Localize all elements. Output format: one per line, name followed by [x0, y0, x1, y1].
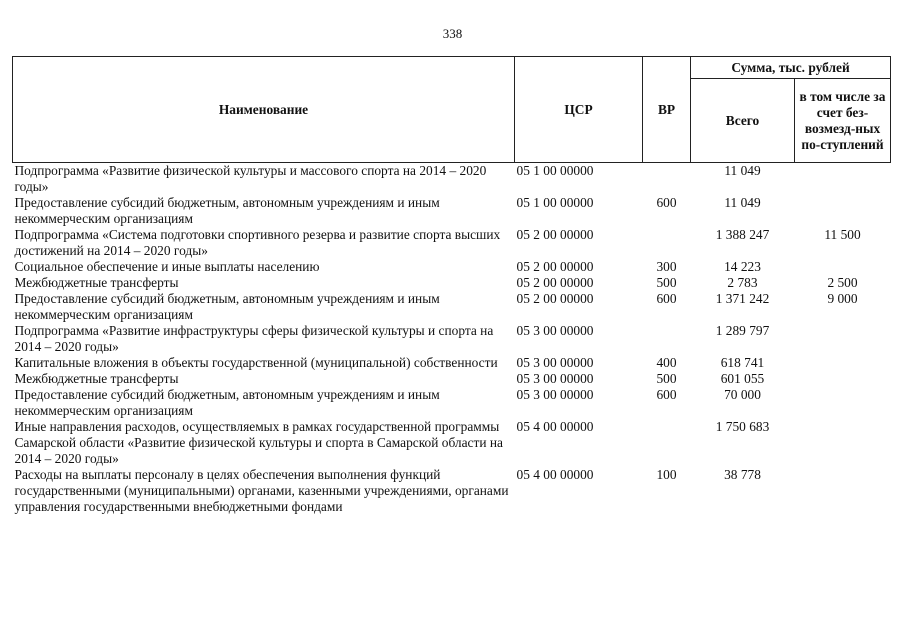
row-vr: 500 [656, 371, 677, 386]
row-total: 601 055 [720, 371, 765, 386]
row-vr [643, 323, 691, 355]
budget-table [12, 56, 891, 515]
header-free-receipts: в том числе за счет без-возмезд-ных по-ступлений [795, 79, 891, 163]
header-name: Наименование [13, 57, 515, 163]
row-total: 1 289 797 [715, 323, 770, 338]
row-free [795, 387, 891, 419]
row-total: 618 741 [720, 355, 765, 370]
row-name: Предоставление субсидий бюджетным, автономным учреждениям и иным некоммерческим организациям [14, 195, 440, 226]
row-vr: 400 [656, 355, 677, 370]
header-csr: ЦСР [515, 57, 643, 163]
row-csr: 05 2 00 00000 [516, 227, 594, 242]
row-total: 14 223 [724, 259, 761, 274]
row-csr: 05 4 00 00000 [516, 467, 594, 482]
row-csr: 05 3 00 00000 [516, 387, 594, 402]
row-total: 11 049 [724, 195, 761, 210]
row-name: Предоставление субсидий бюджетным, автономным учреждениям и иным некоммерческим организациям [14, 291, 440, 322]
table-row [13, 323, 891, 355]
row-free [795, 419, 891, 467]
row-free [795, 371, 891, 387]
table-row [13, 387, 891, 419]
table-row [13, 163, 891, 196]
row-total: 1 750 683 [715, 419, 770, 434]
row-vr: 100 [656, 467, 677, 482]
row-csr: 05 1 00 00000 [516, 163, 594, 178]
row-free [795, 467, 891, 515]
table-row [13, 419, 891, 467]
header-vr: ВР [643, 57, 691, 163]
row-vr: 500 [656, 275, 677, 290]
header-total: Всего [691, 79, 795, 163]
row-total: 11 049 [724, 163, 761, 178]
row-csr: 05 3 00 00000 [516, 323, 594, 338]
header-sum-group: Сумма, тыс. рублей [691, 57, 891, 79]
table-row [13, 291, 891, 323]
table-row [13, 371, 891, 387]
row-vr: 300 [656, 259, 677, 274]
row-free: 9 000 [827, 291, 858, 306]
row-vr: 600 [656, 387, 677, 402]
row-csr: 05 3 00 00000 [516, 355, 594, 370]
table-row [13, 355, 891, 371]
row-free [795, 355, 891, 371]
table-row [13, 195, 891, 227]
table-row [13, 275, 891, 291]
table-row [13, 467, 891, 515]
row-name: Подпрограмма «Развитие инфраструктуры сферы физической культуры и спорта на 2014 – 2020 годы» [14, 323, 494, 354]
row-name: Предоставление субсидий бюджетным, автономным учреждениям и иным некоммерческим организациям [14, 387, 440, 418]
row-vr: 600 [656, 291, 677, 306]
row-vr: 600 [656, 195, 677, 210]
row-free [795, 259, 891, 275]
row-total: 2 783 [727, 275, 758, 290]
row-vr [643, 163, 691, 196]
row-name: Межбюджетные трансферты [14, 275, 179, 290]
row-csr: 05 2 00 00000 [516, 275, 594, 290]
row-name: Подпрограмма «Система подготовки спортивного резерва и развитие спорта высших достижений на 2014 – 2020 годы» [14, 227, 501, 258]
row-name: Капитальные вложения в объекты государственной (муниципальной) собственности [14, 355, 498, 370]
row-csr: 05 3 00 00000 [516, 371, 594, 386]
table-row [13, 227, 891, 259]
row-total: 70 000 [724, 387, 761, 402]
row-csr: 05 2 00 00000 [516, 291, 594, 306]
row-free: 2 500 [827, 275, 858, 290]
row-total: 38 778 [724, 467, 761, 482]
row-free [795, 195, 891, 227]
row-total: 1 388 247 [715, 227, 770, 242]
row-name: Расходы на выплаты персоналу в целях обеспечения выполнения функций государственными (муниципальными) органами, казенными учреждениями, органами управления государственными внебюджетными фондами [14, 467, 509, 514]
row-csr: 05 4 00 00000 [516, 419, 594, 434]
row-name: Межбюджетные трансферты [14, 371, 179, 386]
row-name: Подпрограмма «Развитие физической культуры и массового спорта на 2014 – 2020 годы» [14, 163, 487, 194]
table-body [13, 163, 891, 516]
page-number: 338 [442, 26, 463, 41]
row-vr [643, 419, 691, 467]
row-free [795, 163, 891, 196]
table-row [13, 259, 891, 275]
row-csr: 05 2 00 00000 [516, 259, 594, 274]
row-vr [643, 227, 691, 259]
row-name: Иные направления расходов, осуществляемых в рамках государственной программы Самарской области «Развитие физической культуры и спорта в Самарской области на 2014 – 2020 годы» [14, 419, 503, 466]
row-name: Социальное обеспечение и иные выплаты населению [14, 259, 320, 274]
row-free: 11 500 [824, 227, 861, 242]
row-total: 1 371 242 [715, 291, 770, 306]
row-csr: 05 1 00 00000 [516, 195, 594, 210]
row-free [795, 323, 891, 355]
